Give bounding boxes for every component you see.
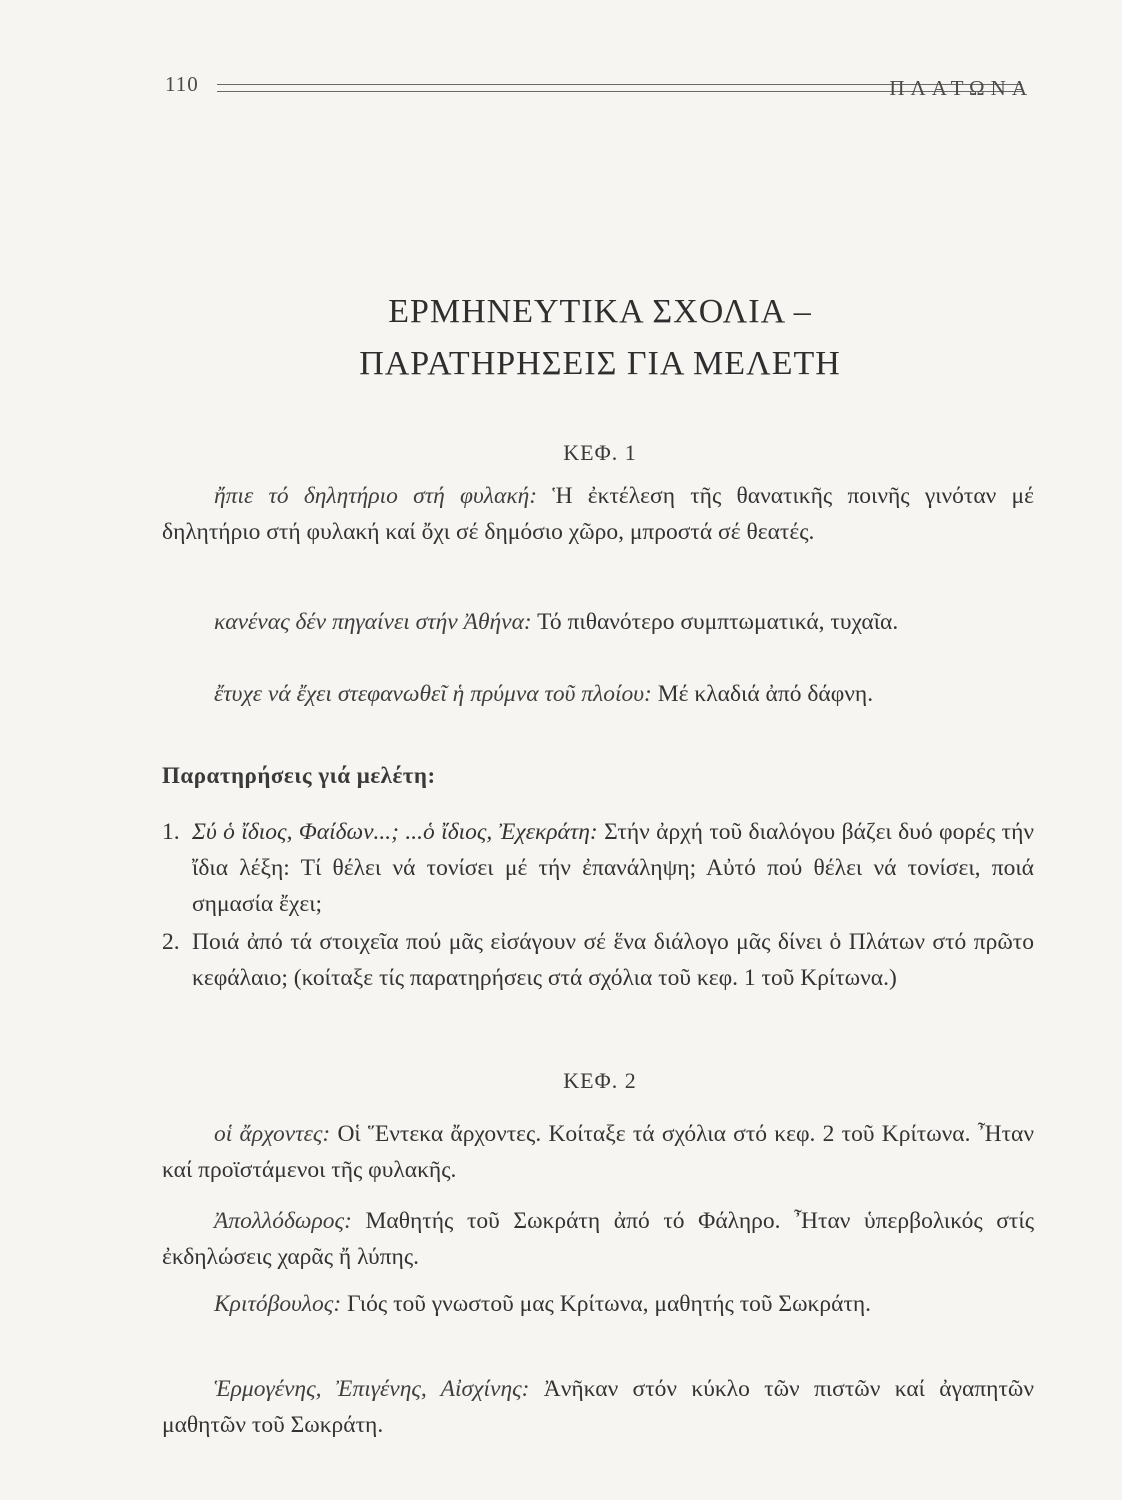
note-term: ἤπιε τό δηλητήριο στή φυλακή:	[214, 483, 538, 509]
note-term: Κριτόβουλος:	[214, 1291, 342, 1317]
study-list-item	[162, 814, 1034, 922]
note-paragraph	[162, 604, 1034, 640]
study-notes-heading: Παρατηρήσεις γιά μελέτη:	[162, 763, 436, 788]
section-title-line-2: ΠΑΡΑΤΗΡΗΣΕΙΣ ΓΙΑ ΜΕΛΕΤΗ	[359, 345, 841, 382]
study-text: Στήν ἀρχή τοῦ διαλόγου βάζει δυό φορές τήν ἴδια λέξη: Τί θέλει νά τονίσει μέ τήν ἐπανάληψη; Αὐτό πού θέλει νά τονίσει, ποιά σημασία ἔχει;	[192, 819, 1034, 917]
note-term: κανένας δέν πηγαίνει στήν Ἀθήνα:	[214, 609, 532, 635]
note-text: Ἡ ἐκτέλεση τῆς θανατικῆς ποινῆς γινόταν μέ δηλητήριο στή φυλακή καί ὄχι σέ δημόσιο χῶρο, μπροστά σέ θεατές.	[162, 483, 1034, 545]
running-title: ΠΛΑΤΩΝΑ	[889, 76, 1033, 100]
running-header	[165, 72, 1033, 108]
note-term: Ἀπολλόδωρος:	[214, 1208, 352, 1234]
section-title-line-1: ΕΡΜΗΝΕΥΤΙΚΑ ΣΧΟΛΙΑ –	[388, 293, 812, 330]
note-text: Μέ κλαδιά ἀπό δάφνη.	[651, 681, 874, 707]
chapter-1-heading: ΚΕΦ. 1	[563, 440, 637, 465]
note-term: ἔτυχε νά ἔχει στεφανωθεῖ ἡ πρύμνα τοῦ πλοίου:	[214, 681, 652, 707]
page-number: 110	[165, 72, 199, 96]
note-paragraph	[162, 1371, 1034, 1443]
note-term: οἱ ἄρχοντες:	[214, 1121, 331, 1147]
study-term: Σύ ὁ ἴδιος, Φαίδων...; ...ὁ ἴδιος, Ἐχεκράτη:	[192, 819, 598, 845]
study-text: Ποιά ἀπό τά στοιχεῖα πού μᾶς εἰσάγουν σέ ἕνα διάλογο μᾶς δίνει ὁ Πλάτων στό πρῶτο κεφάλαιο; (κοίταξε τίς παρατηρήσεις στά σχόλια τοῦ κεφ. 1 τοῦ Κρίτωνα.)	[192, 929, 1034, 991]
note-paragraph	[162, 1286, 1034, 1322]
note-term: Ἑρμογένης, Ἐπιγένης, Αἰσχίνης:	[214, 1376, 530, 1402]
note-text: Ἀνῆκαν στόν κύκλο τῶν πιστῶν καί ἀγαπητῶν μαθητῶν τοῦ Σωκράτη.	[162, 1376, 1034, 1438]
note-text: Οἱ Ἕντεκα ἄρχοντες. Κοίταξε τά σχόλια στό κεφ. 2 τοῦ Κρίτωνα. Ἦταν καί προϊστάμενοι τῆς φυλακῆς.	[162, 1121, 1034, 1183]
list-number: 1.	[162, 819, 180, 845]
note-text: Γιός τοῦ γνωστοῦ μας Κρίτωνα, μαθητής τοῦ Σωκράτη.	[341, 1291, 872, 1317]
note-paragraph	[162, 676, 1034, 712]
chapter-2-heading: ΚΕΦ. 2	[563, 1068, 637, 1093]
note-text: Μαθητής τοῦ Σωκράτη ἀπό τό Φάληρο. Ἦταν ὑπερβολικός στίς ἐκδηλώσεις χαρᾶς ἤ λύπης.	[162, 1208, 1034, 1270]
list-number: 2.	[162, 929, 180, 955]
note-paragraph	[162, 1203, 1034, 1275]
study-list-item	[162, 924, 1034, 996]
note-paragraph	[162, 478, 1034, 550]
note-paragraph	[162, 1116, 1034, 1188]
note-text: Τό πιθανότερο συμπτωματικά, τυχαῖα.	[531, 609, 899, 635]
